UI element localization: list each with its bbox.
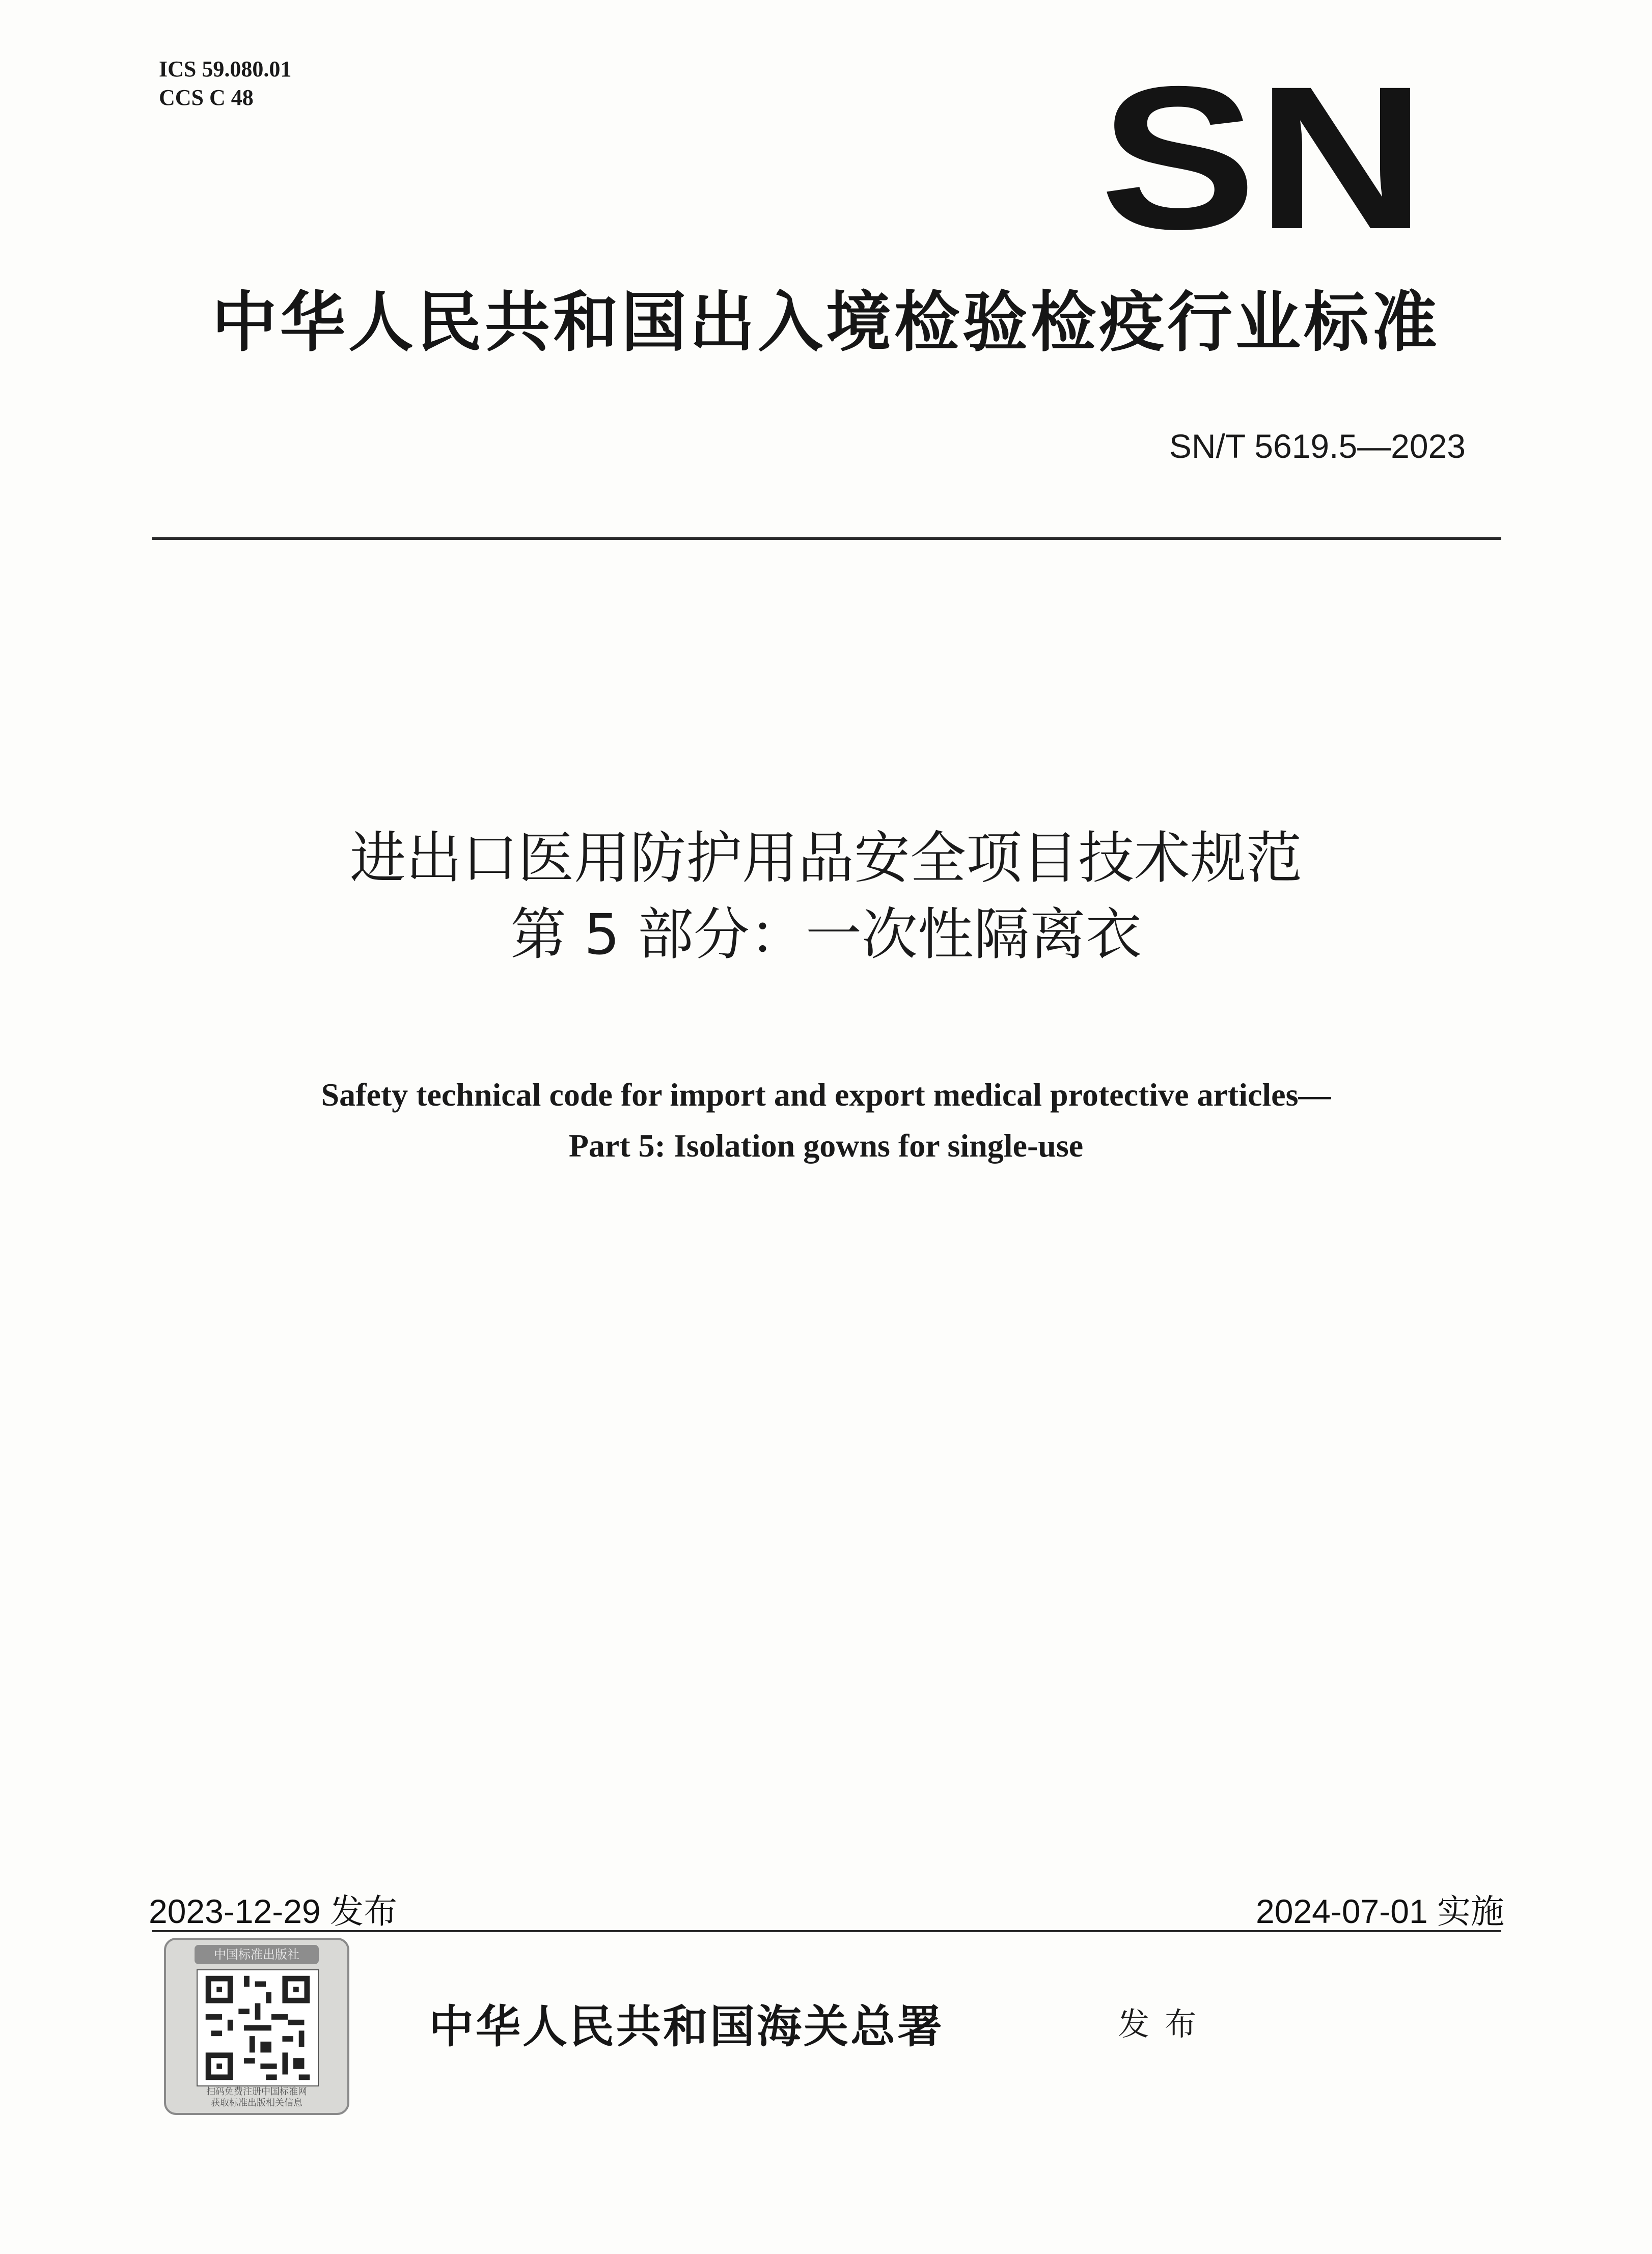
ics-code: ICS 59.080.01 — [159, 57, 292, 81]
stamp-caption-line2: 获取标准出版相关信息 — [211, 2098, 302, 2108]
publish-label: 发布 — [1118, 2005, 1212, 2043]
header-divider — [152, 537, 1501, 540]
document-title-cn — [0, 820, 1652, 973]
standard-number: SN/T 5619.5—2023 — [1169, 427, 1466, 465]
title-cn-line1: 进出口医用防护用品安全项目技术规范 — [350, 826, 1302, 891]
footer-divider — [152, 1930, 1501, 1932]
title-en-line1: Safety technical code for import and export medical protective articles— — [321, 1077, 1331, 1113]
title-cn-line2: 第 5 部分：一次性隔离衣 — [510, 902, 1142, 967]
implementation-date: 2024-07-01 实施 — [1256, 1892, 1504, 1930]
publisher-stamp[interactable] — [164, 1938, 349, 2115]
qr-code-icon[interactable] — [197, 1969, 319, 2086]
sn-logo-text: SN — [1100, 75, 1426, 238]
document-title-en — [0, 1069, 1652, 1171]
stamp-header: 中国标准出版社 — [195, 1945, 319, 1964]
standard-category-title: 中华人民共和国出入境检验检疫行业标准 — [211, 285, 1440, 361]
ccs-code: CCS C 48 — [159, 85, 254, 110]
title-en-line2: Part 5: Isolation gowns for single-use — [568, 1128, 1084, 1164]
stamp-caption-line1: 扫码免费注册中国标准网 — [206, 2086, 307, 2097]
stamp-caption — [176, 2086, 337, 2109]
sn-logo — [1095, 75, 1431, 238]
classification-codes — [159, 55, 291, 112]
issue-date: 2023-12-29 发布 — [149, 1892, 397, 1930]
publisher-name: 中华人民共和国海关总署 — [429, 2000, 945, 2053]
